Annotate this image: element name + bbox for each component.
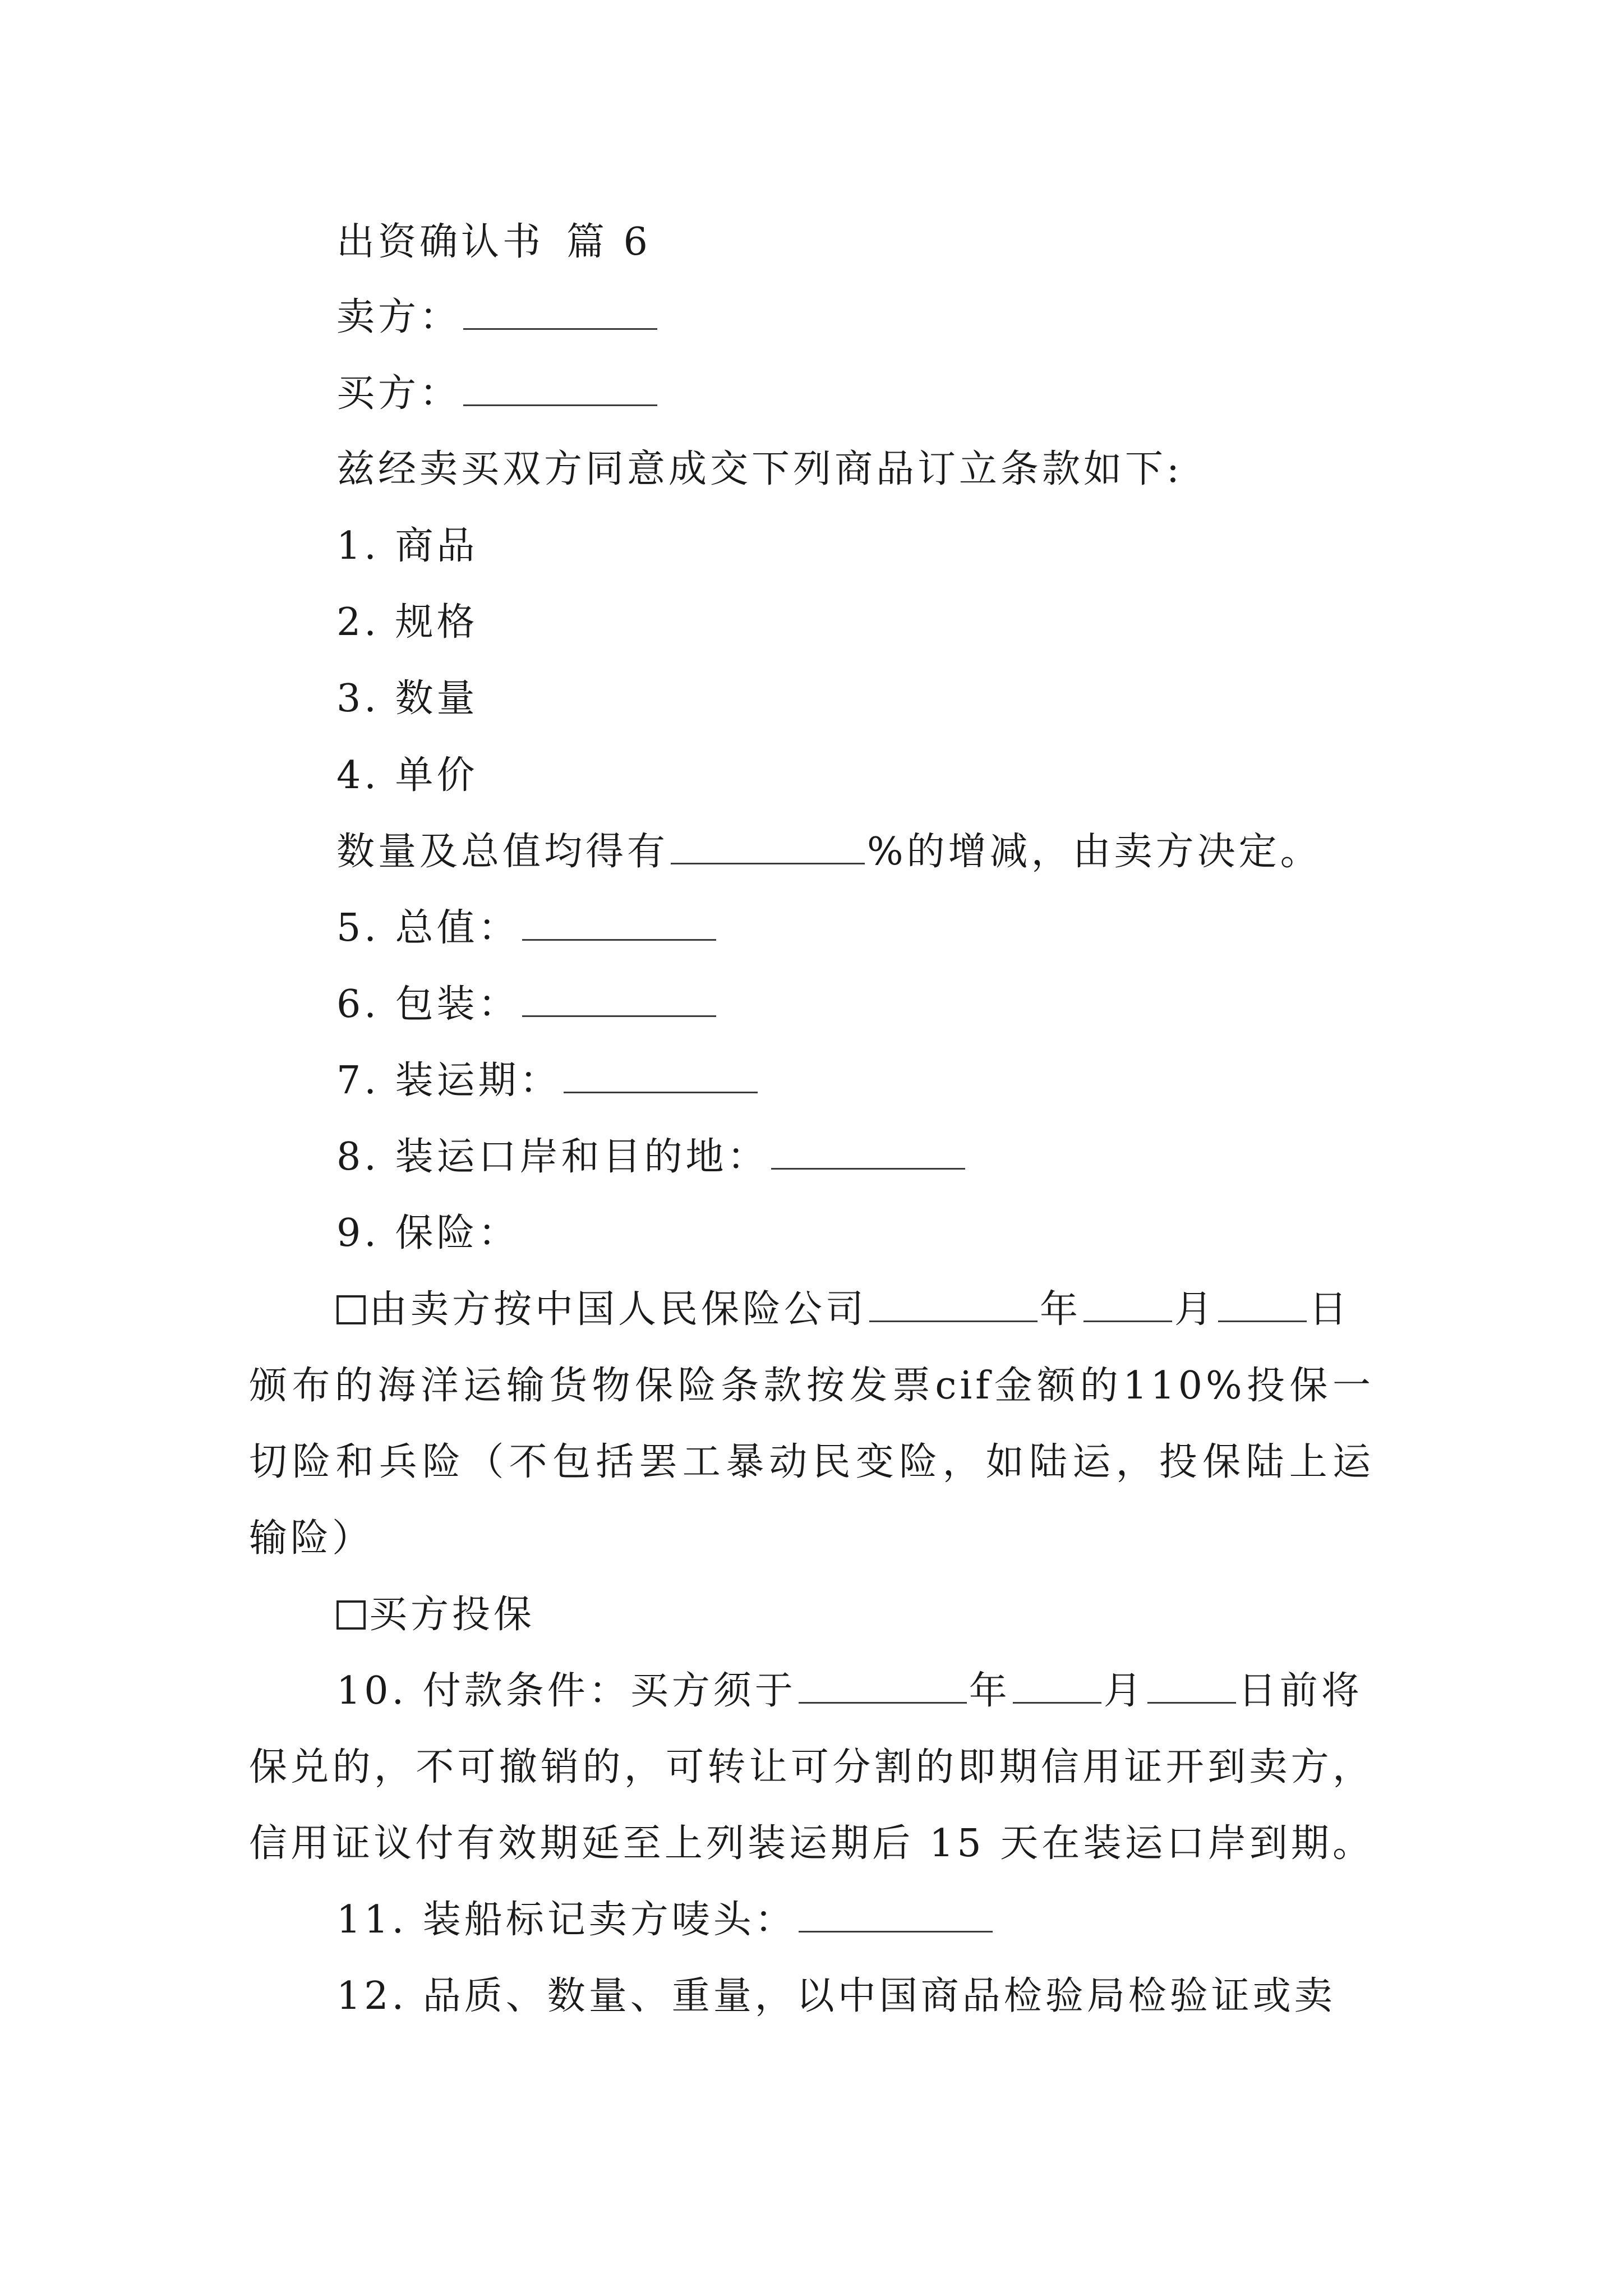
item-11-label: 11. 装船标记卖方唛头： <box>336 1898 796 1942</box>
seller-label: 卖方： <box>336 295 462 339</box>
tolerance-pre: 数量及总值均得有 <box>336 830 669 874</box>
ins1-day-blank <box>1218 1320 1307 1322</box>
item-11 <box>336 1898 995 1942</box>
ins1-line-4: 输险） <box>249 1516 374 1561</box>
seller-blank <box>463 328 657 330</box>
item-5 <box>336 906 718 950</box>
item-10-text-a: 10. 付款条件：买方须于 <box>336 1669 796 1713</box>
buyer-label: 买方： <box>336 371 462 416</box>
intro-line: 兹经卖买双方同意成交下列商品订立条款如下: <box>336 447 1183 491</box>
item-10-year: 年 <box>969 1669 1011 1713</box>
item-9: 9. 保险： <box>336 1211 520 1255</box>
item-6-label: 6. 包装： <box>336 982 520 1027</box>
ins1-line-3: 切险和兵险（不包括罢工暴动民变险，如陆运，投保陆上运 <box>249 1440 1374 1484</box>
item-8-label: 8. 装运口岸和目的地： <box>336 1135 769 1179</box>
title-text: 出资确认书 <box>336 220 545 264</box>
insurance-option-seller <box>336 1287 1351 1332</box>
item-7 <box>336 1059 760 1103</box>
seller-line <box>336 295 660 339</box>
ins1-day: 日 <box>1309 1287 1351 1332</box>
checkbox-buyer-insures[interactable] <box>336 1600 366 1630</box>
item-2: 2. 规格 <box>336 600 478 645</box>
item-5-blank <box>522 939 716 941</box>
item-10-month: 月 <box>1103 1669 1145 1713</box>
item-6 <box>336 982 718 1027</box>
item-10-day: 日前将 <box>1238 1669 1363 1713</box>
doc-title <box>336 220 651 264</box>
tolerance-post: %的增减，由卖方决定。 <box>867 830 1322 874</box>
item-10-month-blank <box>1013 1702 1101 1704</box>
buyer-line <box>336 371 660 416</box>
item-7-label: 7. 装运期： <box>336 1059 561 1103</box>
ins1-line-2: 颁布的海洋运输货物保险条款按发票cif金额的110%投保一 <box>249 1364 1374 1408</box>
item-5-label: 5. 总值： <box>336 906 520 950</box>
ins1-year: 年 <box>1040 1287 1082 1332</box>
item-10-line-2: 保兑的，不可撤销的，可转让可分割的即期信用证开到卖方， <box>249 1745 1374 1789</box>
ins2-text: 买方投保 <box>369 1593 536 1637</box>
item-3: 3. 数量 <box>336 677 478 721</box>
item-8 <box>336 1135 967 1179</box>
item-10-year-blank <box>799 1702 967 1704</box>
item-10 <box>336 1669 1363 1713</box>
item-7-blank <box>564 1092 758 1093</box>
item-1: 1. 商品 <box>336 524 478 568</box>
checkbox-seller-insures[interactable] <box>336 1295 366 1324</box>
item-6-blank <box>522 1015 716 1017</box>
item-4: 4. 单价 <box>336 753 478 798</box>
item-12: 12. 品质、数量、重量，以中国商品检验局检验证或卖 <box>336 1974 1336 2018</box>
insurance-option-buyer <box>336 1593 536 1637</box>
item-10-line-3: 信用证议付有效期延至上列装运期后 15 天在装运口岸到期。 <box>249 1821 1374 1866</box>
tolerance-line <box>336 830 1322 874</box>
ins1-year-blank <box>869 1320 1038 1322</box>
tolerance-blank <box>671 863 865 864</box>
title-suffix: 篇 6 <box>566 220 651 264</box>
buyer-blank <box>463 404 657 406</box>
ins1-text-a: 由卖方按中国人民保险公司 <box>369 1287 868 1332</box>
item-11-blank <box>799 1931 993 1932</box>
item-10-day-blank <box>1147 1702 1236 1704</box>
ins1-month-blank <box>1083 1320 1172 1322</box>
item-8-blank <box>771 1168 965 1170</box>
ins1-month: 月 <box>1174 1287 1216 1332</box>
